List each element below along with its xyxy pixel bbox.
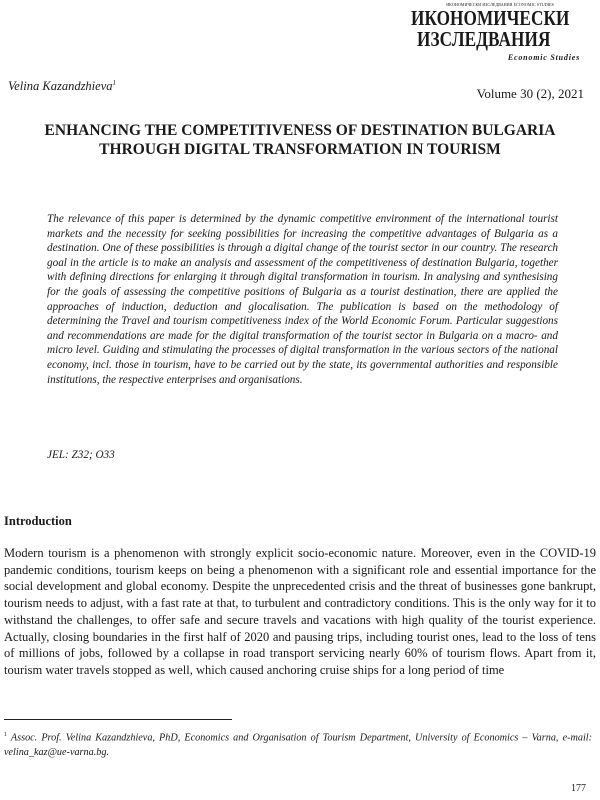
journal-masthead: [407, 2, 582, 64]
footnote: [4, 728, 592, 760]
footnote-text: Assoc. Prof. Velina Kazandzhieva, PhD, Economics and Organisation of Tourism Department, University of Economics – Varna, e-mail: velina_kaz@ue-varna.bg.: [4, 732, 592, 758]
masthead-small-line: ИКОНОМИЧЕСКИ ИЗСЛЕДВАНИЯ ECONOMIC STUDIES: [446, 2, 554, 7]
jel-codes: JEL: Z32; O33: [47, 449, 115, 461]
footnote-separator: [4, 719, 232, 720]
paper-title: ENHANCING THE COMPETITIVENESS OF DESTINATION BULGARIA THROUGH DIGITAL TRANSFORMATION IN TOURISM: [44, 122, 556, 158]
author-footnote-mark: 1: [112, 79, 117, 87]
masthead-subtitle: Economic Studies: [507, 53, 580, 62]
masthead-word-2: ИЗСЛЕДВАНИЯ: [417, 27, 551, 51]
masthead-word-1: ИКОНОМИЧЕСКИ: [411, 6, 570, 30]
author-name-text: Velina Kazandzhieva: [8, 79, 113, 94]
footnote-mark: 1: [4, 732, 7, 738]
volume-info: Volume 30 (2), 2021: [476, 86, 584, 101]
abstract: The relevance of this paper is determined by the dynamic competitive environment of the international tourist markets and the necessity for seeking possibilities for increasing the competitive advantages of Bulgaria as a destination. One of these possibilities is through a digital change of the tourist sector in our country. The research goal in the article is to make an analysis and assessment of the competitiveness of destination Bulgaria, together with defining directions for enlarging it through digital transformation in tourism. In analysing and synthesising for the goals of assessing the competitive positions of Bulgaria as a tourist destination, there are applied the approaches of induction, deduction and glocalisation. The publication is based on the methodology of determining the Travel and tourism competitiveness index of the World Economic Forum. Particular suggestions and recommendations are made for the digital transformation of the tourist sector in Bulgaria on a macro- and micro level. Guiding and stimulating the processes of digital transformation in the various sectors of the national economy, incl. those in tourism, have to be carried out by the state, its governmental authorities and responsible institutions, the respective enterprises and organisations.: [47, 213, 558, 386]
page-number: 177: [571, 783, 586, 794]
section-heading-introduction: Introduction: [4, 514, 72, 528]
author-name: [8, 79, 116, 94]
introduction-paragraph: Modern tourism is a phenomenon with strongly explicit socio-economic nature. Moreover, even in the COVID-19 pandemic conditions, tourism keeps on being a phenomenon with a significant role and essential importance for the social development and global economy. Despite the unprecedented crisis and the threat of businesses gone bankrupt, tourism needs to adjust, with a fast rate at that, to turbulent and contradictory conditions. This is the only way for it to withstand the challenges, to offer safe and secure travels and vacations with high quality of the tourist experience. Actually, closing boundaries in the first half of 2020 and pausing trips, including tourist ones, lead to the loss of tens of millions of jobs, followed by a collapse in road transport servicing nearly 60% of tourism flows. Apart from it, tourism water travels stopped as well, which caused anchoring cruise ships for a long period of time: [4, 546, 596, 677]
